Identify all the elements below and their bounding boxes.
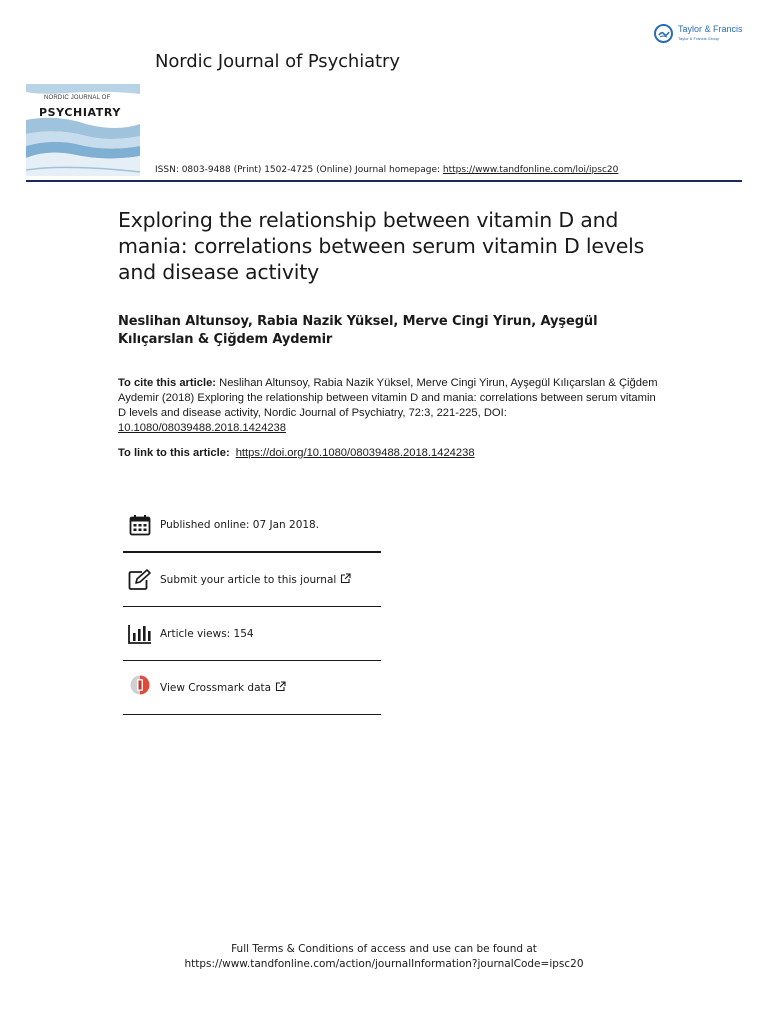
article-authors: Neslihan Altunsoy, Rabia Nazik Yüksel, Merve Cingi Yirun, Ayşegül Kılıçarslan & Çiğdem Aydemir (118, 314, 598, 347)
crossmark-icon (127, 675, 153, 701)
crossmark-row[interactable] (123, 661, 381, 714)
journal-cover-image (26, 84, 140, 176)
submit-article-link[interactable] (160, 573, 351, 586)
external-link-icon (275, 681, 286, 692)
crossmark-label: View Crossmark data (160, 682, 272, 694)
submit-article-label: Submit your article to this journal (160, 574, 337, 586)
external-link-icon (340, 573, 351, 584)
terms-url[interactable]: https://www.tandfonline.com/action/journalInformation?journalCode=ipsc20 (184, 958, 584, 970)
citation-block (118, 376, 658, 436)
publisher-group: Taylor & Francis Group (678, 36, 719, 41)
journal-name: Nordic Journal of Psychiatry (155, 51, 400, 72)
article-info-panel (123, 498, 381, 715)
view-crossmark-link[interactable] (160, 681, 286, 694)
article-title: Exploring the relationship between vitamin D and mania: correlations between serum vitamin D levels and disease activity (118, 208, 645, 284)
cite-text: Neslihan Altunsoy, Rabia Nazik Yüksel, Merve Cingi Yirun, Ayşegül Kılıçarslan & Çiğdem Aydemir (2018) Exploring the relationship between vitamin D and mania: correlations between serum vitamin D levels and disease activity, Nordic Journal of Psychiatry, 72:3, 221-225, DOI: (118, 377, 658, 419)
link-label: To link to this article: (118, 447, 230, 459)
calendar-icon (127, 512, 153, 538)
bar-chart-icon (127, 621, 153, 647)
publisher-name: Taylor & Francis (678, 24, 743, 34)
issn-text: ISSN: 0803-9488 (Print) 1502-4725 (Online) Journal homepage: (155, 165, 443, 175)
article-views-row (123, 607, 381, 660)
terms-line-1: Full Terms & Conditions of access and use can be found at (231, 943, 537, 955)
article-doi-url-link[interactable]: https://doi.org/10.1080/08039488.2018.1424238 (235, 447, 475, 459)
cover-big-title: PSYCHIATRY (39, 106, 121, 119)
journal-homepage-link[interactable]: https://www.tandfonline.com/loi/ipsc20 (442, 165, 619, 175)
info-divider (123, 714, 381, 715)
taylor-francis-logo-icon (654, 24, 673, 43)
article-views-count: Article views: 154 (160, 627, 254, 640)
doi-link[interactable]: 10.1080/08039488.2018.1424238 (118, 422, 286, 434)
cite-label: To cite this article: (118, 377, 217, 389)
published-row (123, 498, 381, 551)
edit-icon (127, 567, 153, 593)
cover-small-title: NORDIC JOURNAL OF (44, 95, 111, 101)
article-link-line (118, 446, 658, 461)
publisher-logo[interactable] (654, 22, 754, 48)
header-divider (26, 180, 742, 182)
issn-line (155, 165, 618, 175)
published-date: Published online: 07 Jan 2018. (160, 518, 320, 531)
terms-footer (0, 942, 768, 972)
submit-article-row[interactable] (123, 553, 381, 606)
